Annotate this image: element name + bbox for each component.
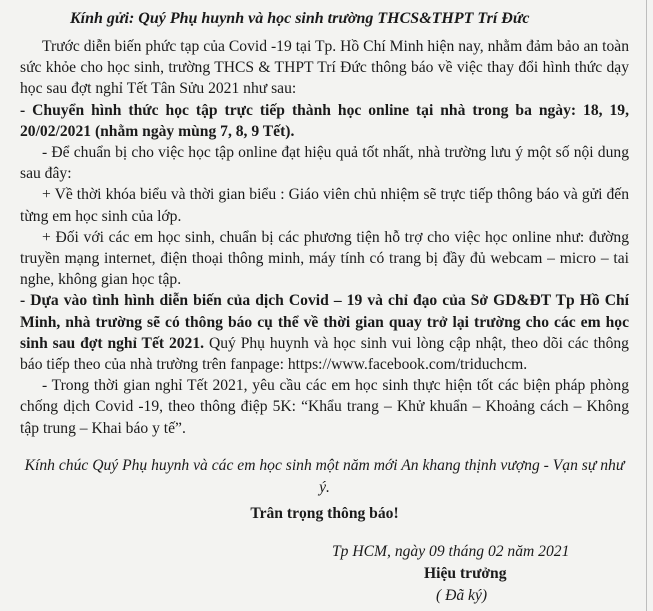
intro-paragraph: Trước diễn biến phức tạp của Covid -19 tại Tp. Hồ Chí Minh hiện nay, nhằm đảm bảo an toàn sức khỏe cho học sinh, trường THCS & THPT Trí Đức thông báo về việc thay đổi hình thức dạy học sau đợt nghỉ Tết Tân Sửu 2021 như sau: [20,38,629,98]
item-preparation: - Để chuẩn bị cho việc học tập online đạt hiệu quả tốt nhất, nhà trường lưu ý một số nội dung sau đây: [20,144,629,183]
item-return-notice-text: Quý Phụ huynh và học sinh vui lòng cập nhật, theo dõi các thông báo tiếp theo của nhà trường trên fanpage: [20,334,629,374]
greeting-line: Kính gửi: Quý Phụ huynh và học sinh trường THCS&THPT Trí Đức [70,10,530,27]
item-return-notice [20,290,629,375]
item-5k-message: - Trong thời gian nghỉ Tết 2021, yêu cầu các em học sinh thực hiện tốt các biện pháp phòng chống dịch Covid -19, theo thông điệp 5K: “Khẩu trang – Khử khuẩn – Khoảng cách – Không tập trung – Khai báo y tế”. [20,377,629,437]
page-edge-divider [646,0,647,611]
item-return-notice-bold: - Dựa vào tình hình diễn biến của dịch Covid – 19 và chỉ đạo của Sở GD&ĐT Tp Hồ Chí Minh, nhà trường sẽ có thông báo cụ thể về thời gian quay trở lại trường cho các em học sinh sau đợt nghỉ Tết 2021. [20,292,629,352]
signer-title: Hiệu trưởng [424,564,507,582]
signed-note: ( Đã ký) [436,586,488,604]
item-online-learning [20,100,629,142]
regards-line: Trân trọng thông báo! [250,504,399,522]
item-equipment: + Đối với các em học sinh, chuẩn bị các phương tiện hỗ trợ cho việc học online như: đường truyền mạng internet, điện thoại thông minh, máy tính có trang bị đầy đủ webcam – micro – tai nghe, không gian học tập. [20,228,629,289]
item-timetable: + Về thời khóa biểu và thời gian biểu : Giáo viên chủ nhiệm sẽ trực tiếp thông báo và gửi đến từng em học sinh của lớp. [20,186,629,225]
closing-wishes: Kính chúc Quý Phụ huynh và các em học sinh một năm mới An khang thịnh vượng - Vạn sự như ý. [24,456,625,496]
item-online-learning-text: - Chuyển hình thức học tập trực tiếp thành học online tại nhà trong ba ngày: 18, 19, 20/02/2021 (nhằm ngày mùng 7, 8, 9 Tết). [20,101,629,140]
fanpage-link: https://www.facebook.com/triduchcm. [287,356,528,374]
date-line: Tp HCM, ngày 09 tháng 02 năm 2021 [332,542,570,560]
